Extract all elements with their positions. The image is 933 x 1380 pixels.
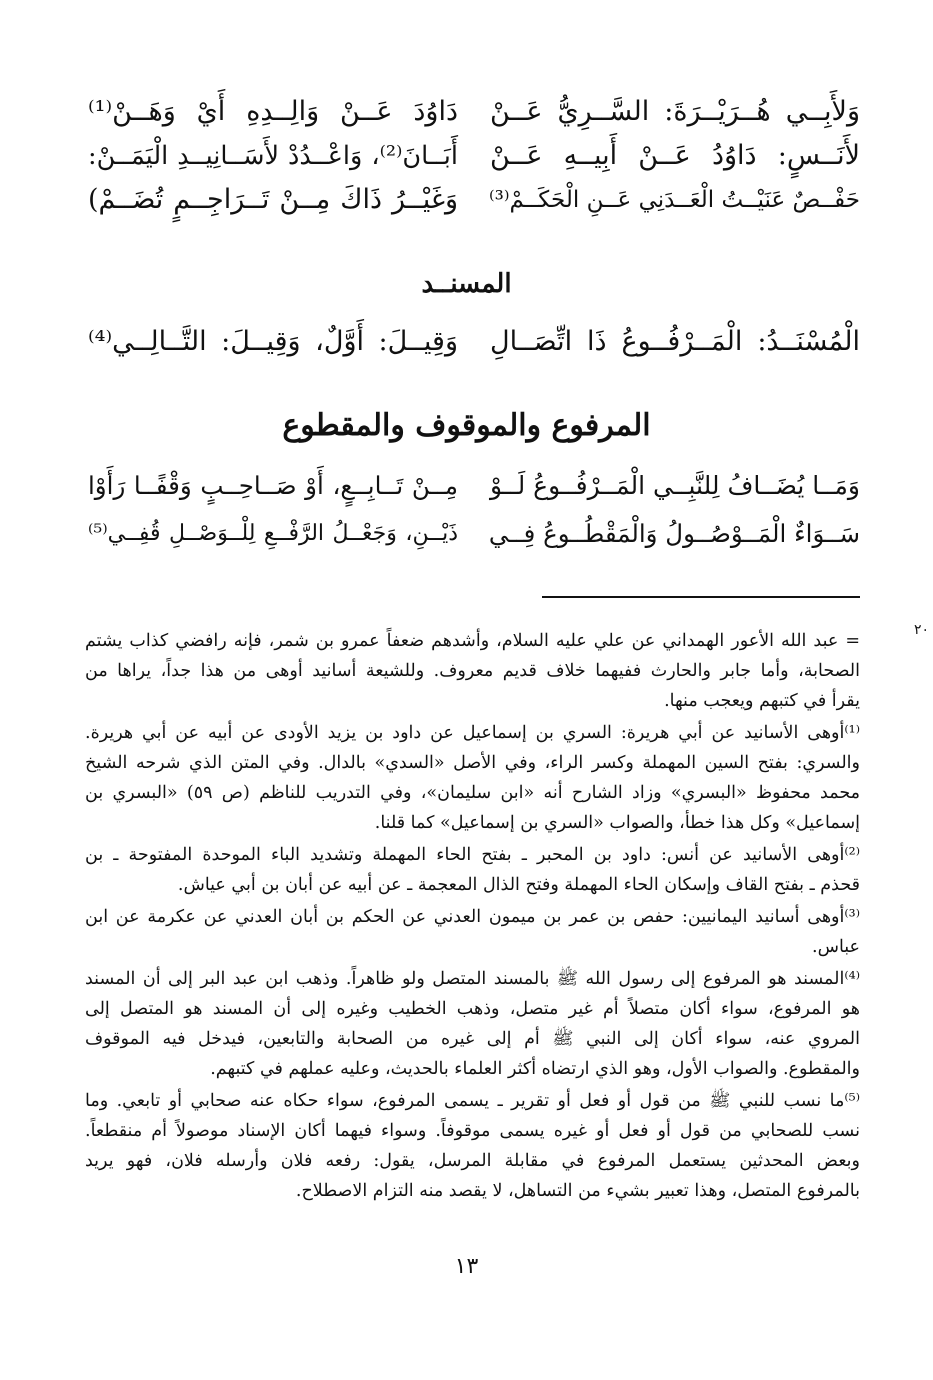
section-heading-marfu: المرفوع والموقوف والمقطوع (282, 408, 651, 443)
verse-first-hemistich: وَلأَبِــي هُــرَيْــرَةَ: السَّــرِيُّ عَــنْ (490, 96, 860, 127)
footnote-line: والمقطوع. والصواب الأول، وهو الذي ارتضاه أكثر العلماء بالحديث، وعليه عملهم في كتبهم. (210, 1059, 860, 1079)
footnote-line: المروي عنه، سواء أكان إلى النبي ﷺ أم إلى غيره من الصحابة والتابعين، فيدخل فيه الموقوف (85, 1029, 860, 1049)
verses-marfu (88, 466, 860, 556)
verse-line (88, 322, 860, 362)
footnote-line: ⁽³⁾أوهى أسانيد اليمانيين: حفص بن عمر بن ميمون العدني عن الحكم بن أبان العدني عن عكرمة عن ابن (85, 907, 860, 927)
verse-second-hemistich: دَاوُدَ عَــنْ وَالِــدِهِ أَيْ وَهَــنْ⁽¹⁾ (88, 96, 458, 127)
verse-line (88, 466, 860, 506)
footnote-line: ⁽²⁾أوهى الأسانيد عن أنس: داود بن المحبر ـ بفتح الحاء المهملة وتشديد الباء الموحدة المفتوحة ـ بن (85, 845, 860, 865)
verse-line (88, 92, 860, 132)
verses-top (88, 92, 860, 222)
verse-first-hemistich: وَمَــا يُضَــافُ لِلنَّبِــي الْمَــرْفُــوعُ لَــوْ (490, 471, 860, 500)
verse-first-hemistich: حَفْــصٌ عَنَيْــتُ الْعَــدَنِي عَــنِ الْحَكَــمْ⁽³⁾ (488, 187, 860, 213)
verse-second-hemistich: مِــنْ تَــابِــعٍ، أَوْ صَــاحِــبٍ وَقْفًــا رَأَوْا (88, 471, 458, 500)
footnote-line: = عبد الله الأعور الهمداني عن علي عليه السلام، وأشدهم ضعفاً عمرو بن شمر، فإنه رافضي كذاب يشتم (85, 631, 860, 651)
footnote-line: وبعض المحدثين يستعمل المرفوع في مقابلة المرسل، يقول: رفعه فلان وأرسله فلان، فهو يريد (85, 1151, 860, 1171)
verse-second-hemistich: وَقِيــلَ: أَوَّلٌ، وَقِيــلَ: التَّــالِــي⁽⁴⁾ (88, 326, 458, 357)
footnote-line: إسماعيل» وكل هذا خطأ، والصواب «السري بن إسماعيل» كما قلنا. (374, 813, 860, 833)
footnote-line: عباس. (812, 937, 860, 957)
footnote-line: محمد محفوظ «البسري» وزاد الشارح أنه «ابن سليمان»، وفي التدريب للناظم (ص ٥٩) «البسري بن (85, 783, 860, 803)
footnote-line: الصحابة، وأما جابر والحارث ففيهما خلاف قديم معروف. وللشيعة أسانيد أوهى من هذا جداً، يراها من (85, 661, 860, 681)
verse-line (88, 180, 860, 220)
verse-line (88, 136, 860, 176)
footnote-line: ⁽¹⁾أوهى الأسانيد عن أبي هريرة: السري بن إسماعيل عن داود بن يزيد الأودى عن أبيه عن أبي هريرة. (85, 723, 860, 743)
footnote-line: ⁽⁴⁾المسند هو المرفوع إلى رسول الله ﷺ بالمسند المتصل ولو ظاهراً. وذهب ابن عبد البر إلى أن المسند (85, 969, 860, 989)
footnote-line: بالمرفوع المتصل، وهذا تعبير بشيء من التساهل، لا يقصد منه التزام الاصطلاح. (295, 1181, 860, 1201)
margin-mark: ٢٠ (914, 622, 930, 638)
footnote-separator (542, 596, 860, 598)
footnote-line: والسري: بفتح السين المهملة وكسر الراء، وفي الأصل «السدي» بالدال. وفي المتن الذي شرحه الشيخ (85, 753, 860, 773)
footnote-line: نسب للصحابي من قول أو فعل أو غيره يسمى موقوفاً. وسواء فيهما أكان الإسناد موصولاً أم منقطعاً. (85, 1121, 860, 1141)
verse-first-hemistich: لأَنَــسٍ: دَاوُدُ عَــنْ أَبِيــهِ عَــنْ (490, 140, 860, 171)
verse-first-hemistich: سَــوَاءٌ الْمَــوْصُــولُ وَالْمَقْطُــوعُ فِــي (488, 519, 860, 548)
verse-second-hemistich: وَغَيْــرُ ذَاكَ مِــنْ تَــرَاجِــمٍ تُضَــمْ) (88, 184, 458, 215)
footnote-line: هو المرفوع، سواء أكان متصلاً أم غير متصل، وذهب الخطيب وغيره إلى أن المسند هو المتصل إلى (85, 999, 860, 1019)
verse-first-hemistich: الْمُسْنَــدُ: الْمَــرْفُــوعُ ذَا اتِّصَــالِ (490, 326, 860, 357)
section-heading-musnad: المسنــد (421, 269, 512, 299)
footnote-line: قحذم ـ بفتح القاف وإسكان الحاء المهملة وفتح الذال المعجمة ـ عن أبيه عن أبان بن أبي عياش. (177, 875, 860, 895)
verse-musnad (88, 322, 860, 364)
footnote-line: ⁽⁵⁾ما نسب للنبي ﷺ من قول أو فعل أو تقرير ـ يسمى المرفوع، سواء حكاه عنه صحابي أو تابعي. وما (85, 1091, 860, 1111)
footnote-line: يقرأ في كتبهم ويعجب منها. (664, 691, 860, 711)
verse-second-hemistich: ذَيْــنِ، وَجَعْــلُ الرَّفْــعِ لِلْــوَصْــلِ قُفِــي⁽⁵⁾ (88, 521, 458, 546)
verse-second-hemistich: أَبَــانَ⁽²⁾، وَاعْــدُدْ لأَسَــانِيــدِ الْيَمَــنْ: (88, 141, 458, 171)
verse-line (88, 514, 860, 554)
footnotes (85, 626, 860, 1226)
page-number: ١٣ (454, 1254, 479, 1279)
